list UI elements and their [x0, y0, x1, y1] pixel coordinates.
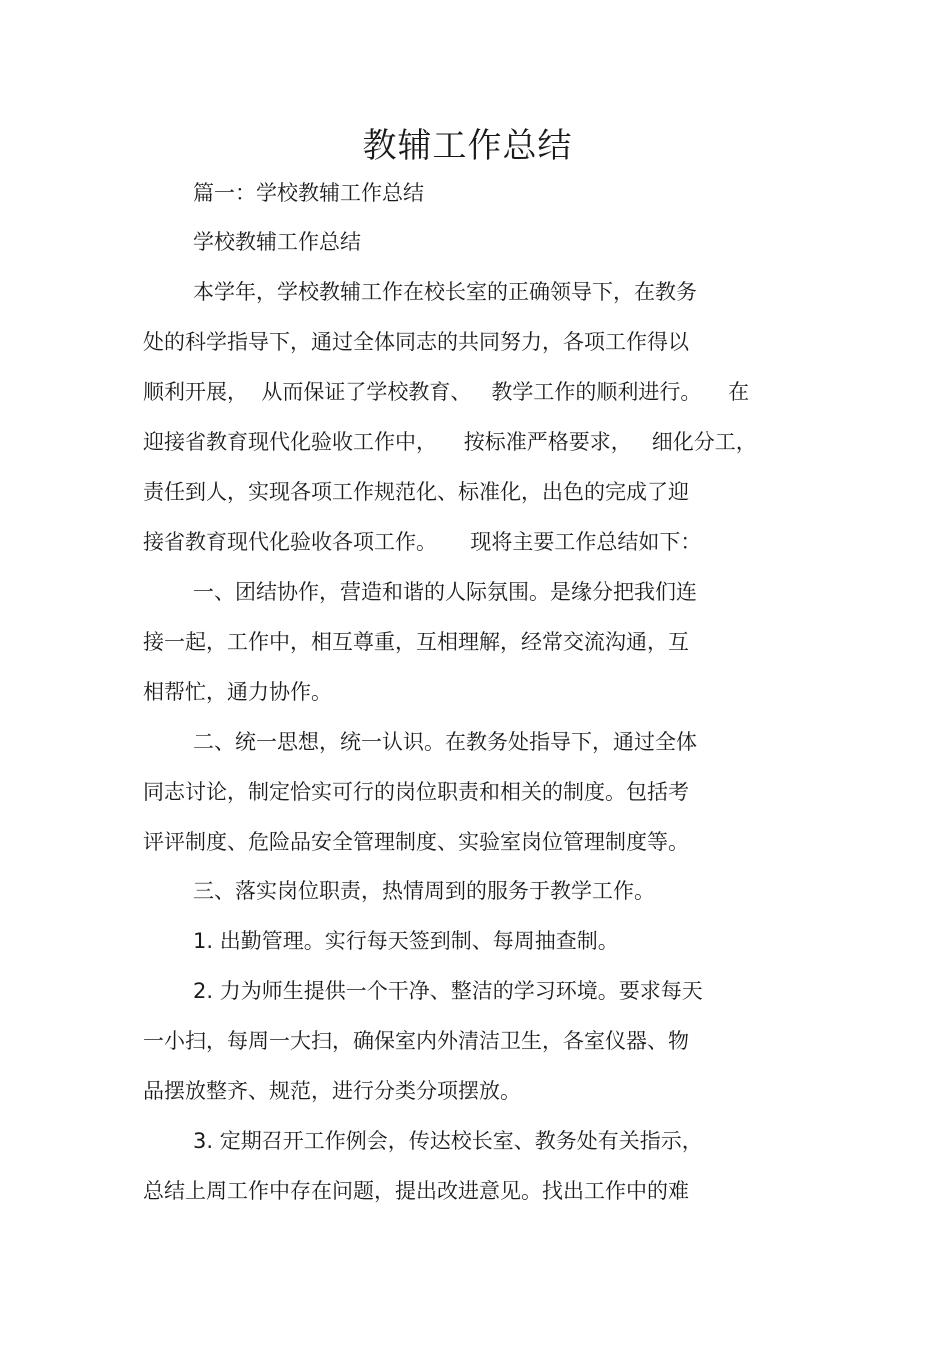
paragraph-line: 相帮忙，通力协作。: [143, 680, 332, 704]
paragraph-line: 2. 力为师生提供一个干净、整洁的学习环境。要求每天: [193, 979, 703, 1003]
paragraph-line: 一、团结协作，营造和谐的人际氛围。是缘分把我们连: [193, 580, 697, 604]
paragraph-line: 一小扫，每周一大扫，确保室内外清洁卫生，各室仪器、物: [143, 1029, 689, 1053]
paragraph-line: 1. 出勤管理。实行每天签到制、每周抽查制。: [193, 929, 619, 953]
paragraph-line: 同志讨论，制定恰实可行的岗位职责和相关的制度。包括考: [143, 780, 689, 804]
paragraph-line: 处的科学指导下，通过全体同志的共同努力，各项工作得以: [143, 330, 689, 354]
paragraph-line: 迎接省教育现代化验收工作中， 按标准严格要求， 细化分工，: [143, 430, 757, 454]
paragraph-line: 总结上周工作中存在问题，提出改进意见。找出工作中的难: [143, 1179, 689, 1203]
paragraph-line: 本学年，学校教辅工作在校长室的正确领导下，在教务: [193, 280, 697, 304]
paragraph-line: 评评制度、危险品安全管理制度、实验室岗位管理制度等。: [143, 830, 689, 854]
paragraph-line: 接省教育现代化验收各项工作。 现将主要工作总结如下：: [143, 530, 702, 554]
paragraph-line: 三、落实岗位职责，热情周到的服务于教学工作。: [193, 879, 655, 903]
paragraph-line: 接一起，工作中，相互尊重，互相理解，经常交流沟通，互: [143, 630, 689, 654]
subtitle-line: 篇一：学校教辅工作总结: [193, 181, 424, 205]
paragraph-line: 3. 定期召开工作例会，传达校长室、教务处有关指示，: [193, 1129, 703, 1153]
paragraph-line: 品摆放整齐、规范，进行分类分项摆放。: [143, 1079, 521, 1103]
paragraph-line: 责任到人，实现各项工作规范化、标准化，出色的完成了迎: [143, 480, 689, 504]
section-heading: 学校教辅工作总结: [193, 230, 361, 254]
document-title: 教辅工作总结: [362, 126, 573, 166]
paragraph-line: 顺利开展， 从而保证了学校教育、 教学工作的顺利进行。 在: [143, 380, 750, 404]
paragraph-line: 二、统一思想，统一认识。在教务处指导下，通过全体: [193, 730, 697, 754]
